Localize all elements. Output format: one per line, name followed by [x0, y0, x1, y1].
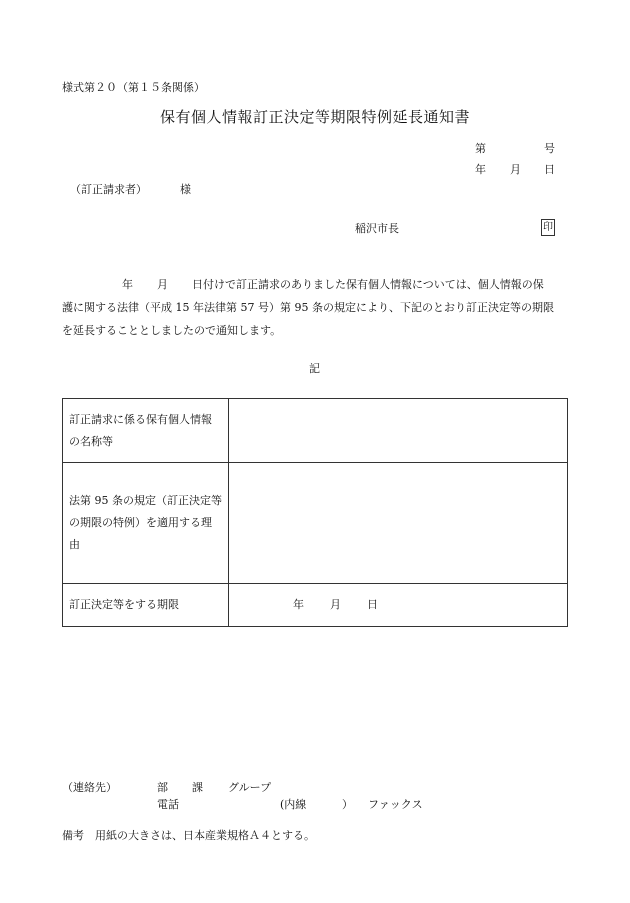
row1-label-line-1: 訂正請求に係る保有個人情報: [69, 412, 212, 426]
row2-value[interactable]: [229, 463, 568, 584]
ki-heading: 記: [309, 362, 320, 375]
row2-label-line-1: 法第 95 条の規定（訂正決定等: [69, 494, 222, 507]
contact-extension-open: (内線: [280, 798, 307, 811]
seal-label: 印: [541, 219, 555, 236]
row2-label-line-2: の期限の特例）を適用する理: [69, 516, 212, 529]
contact-fax: ファックス: [368, 798, 423, 811]
table-row: [63, 584, 568, 627]
body-line-3: を延長することとしましたので通知します。: [62, 324, 282, 337]
body-line-2: 護に関する法律（平成 15 年法律第 57 号）第 95 条の規定により、下記のとおり訂正決定等の期限: [62, 301, 554, 314]
body-line-1: [62, 273, 570, 296]
contact-section: 課: [192, 781, 203, 794]
doc-number-prefix: 第: [475, 142, 486, 155]
row2-label-line-3: 由: [69, 538, 80, 551]
body-month: 月: [157, 278, 168, 291]
row3-value[interactable]: [229, 584, 568, 627]
record-table: [62, 398, 568, 627]
recipient-label: （訂正請求者）: [70, 183, 147, 196]
date-day: 日: [544, 163, 555, 176]
contact-phone: 電話: [157, 798, 179, 811]
body-line-1-rest: 日付けで訂正請求のありました保有個人情報については、個人情報の保: [192, 278, 544, 291]
table-row: [63, 399, 568, 463]
contact-group: グループ: [228, 781, 272, 794]
table-row: [63, 463, 568, 584]
contact-dept: 部: [157, 781, 168, 794]
row1-label: [63, 399, 229, 463]
row3-label: 訂正決定等をする期限: [63, 584, 229, 627]
seal-mark: [541, 219, 555, 236]
form-number: 様式第２０（第１５条関係）: [62, 81, 205, 94]
body-text: [62, 273, 570, 342]
doc-number-suffix: 号: [544, 142, 555, 155]
row2-label: [63, 463, 229, 584]
date-month: 月: [510, 163, 521, 176]
note: 備考 用紙の大きさは、日本産業規格Ａ４とする。: [62, 829, 315, 842]
row1-label-line-2: の名称等: [69, 434, 113, 448]
recipient-honorific: 様: [180, 183, 191, 196]
contact-label: （連絡先）: [62, 781, 117, 794]
body-year: 年: [122, 278, 133, 291]
row1-value[interactable]: [229, 399, 568, 463]
deadline-day: 日: [367, 598, 378, 611]
contact-extension-close: ）: [342, 798, 353, 811]
deadline-month: 月: [330, 598, 341, 611]
date-year: 年: [475, 163, 486, 176]
document-title: 保有個人情報訂正決定等期限特例延長通知書: [160, 108, 471, 126]
deadline-year: 年: [293, 598, 304, 611]
sender-name: 稲沢市長: [355, 222, 399, 235]
